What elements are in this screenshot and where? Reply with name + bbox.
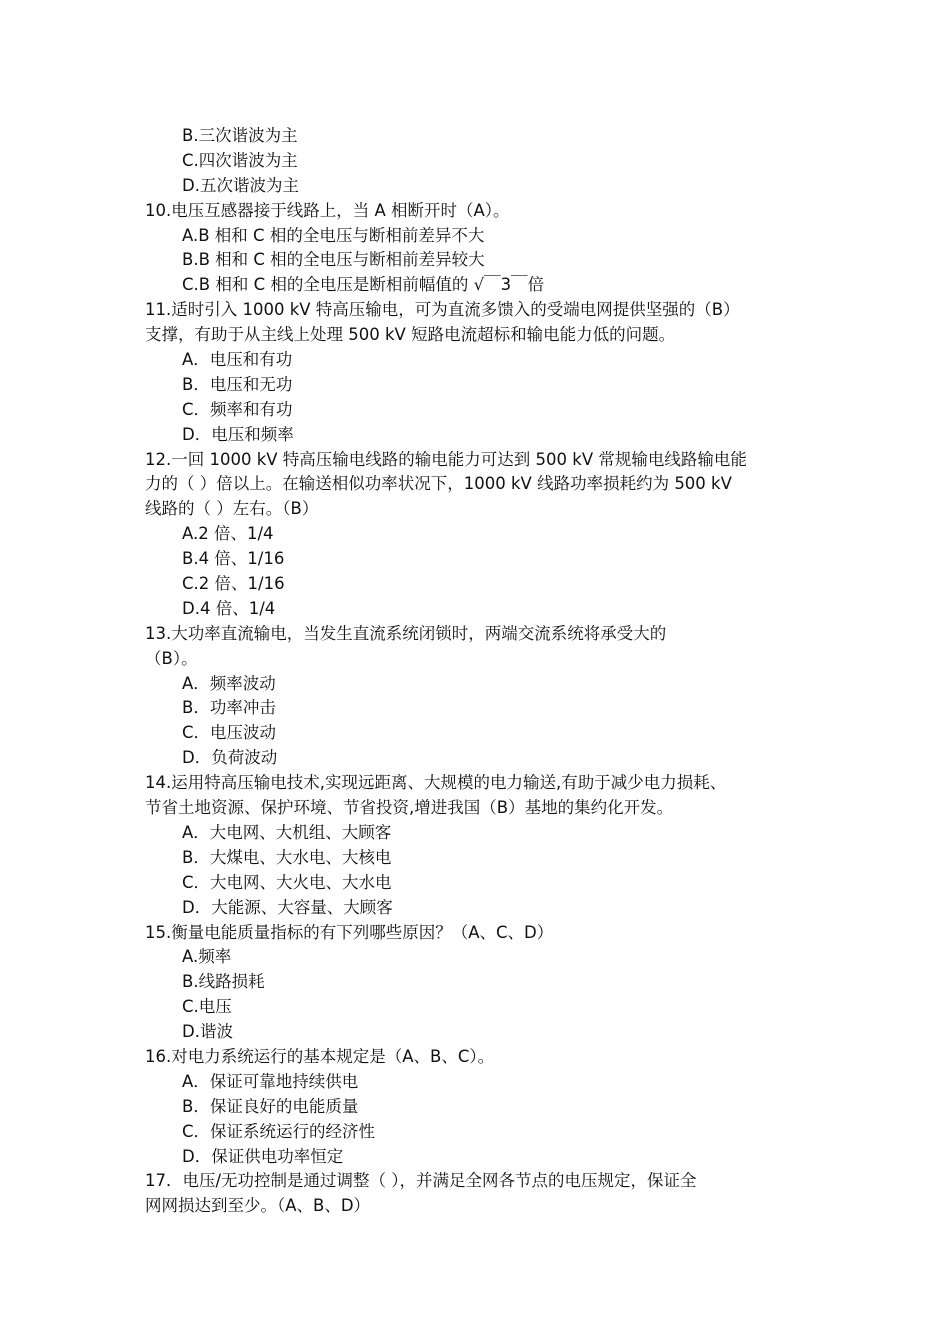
option-line: D．大能源、大容量、大顾客 [182, 897, 393, 917]
option-line: C.四次谐波为主 [182, 150, 298, 170]
question-line: 11.适时引入 1000 kV 特高压输电，可为直流多馈入的受端电网提供坚强的（B） [145, 300, 740, 320]
option-line: B.三次谐波为主 [182, 126, 298, 145]
document-body [145, 124, 825, 1219]
question-line: 17．电压/无功控制是通过调整（ ），并满足全网各节点的电压规定，保证全 [145, 1171, 697, 1191]
option-line: B．保证良好的电能质量 [182, 1096, 359, 1116]
question-line: 13.大功率直流输电，当发生直流系统闭锁时，两端交流系统将承受大的 [145, 623, 667, 643]
option-line: C.电压 [182, 997, 232, 1017]
option-line: D.五次谐波为主 [182, 175, 299, 195]
option-line: B.4 倍、1/16 [182, 549, 285, 569]
option-line: D．保证供电功率恒定 [182, 1146, 344, 1166]
option-line: B．电压和无功 [182, 374, 293, 394]
question-line: 10.电压互感器接于线路上，当 A 相断开时（A）。 [145, 200, 510, 220]
question-line: 16.对电力系统运行的基本规定是（A、B、C）。 [145, 1046, 495, 1066]
question-line: 支撑，有助于从主线上处理 500 kV 短路电流超标和输电能力低的问题。 [145, 325, 676, 345]
option-line: A．保证可靠地持续供电 [182, 1071, 359, 1091]
option-line: B.B 相和 C 相的全电压与断相前差异较大 [182, 250, 485, 270]
option-line: D.谐波 [182, 1022, 233, 1042]
option-line: C.B 相和 C 相的全电压是断相前幅值的 √￣3￣倍 [182, 275, 545, 295]
option-line: A.2 倍、1/4 [182, 524, 274, 544]
question-line: 力的（ ）倍以上。在输送相似功率状况下，1000 kV 线路功率损耗约为 500 kV [145, 474, 732, 494]
question-line: 14.运用特高压输电技术,实现远距离、大规模的电力输送,有助于减少电力损耗、 [145, 773, 727, 793]
option-line: A．电压和有功 [182, 350, 293, 370]
option-line: B．功率冲击 [182, 698, 276, 718]
option-line: C.2 倍、1/16 [182, 574, 285, 594]
option-line: A．大电网、大机组、大顾客 [182, 822, 392, 842]
option-line: B.线路损耗 [182, 972, 265, 992]
option-line: C．电压波动 [182, 723, 277, 743]
option-line: A.频率 [182, 947, 232, 967]
option-line: B．大煤电、大水电、大核电 [182, 847, 392, 867]
option-line: A．频率波动 [182, 673, 276, 693]
option-line: C．保证系统运行的经济性 [182, 1121, 376, 1141]
question-line: 12.一回 1000 kV 特高压输电线路的输电能力可达到 500 kV 常规输电线路输电能 [145, 449, 747, 469]
option-line: C．大电网、大火电、大水电 [182, 872, 392, 892]
option-line: A.B 相和 C 相的全电压与断相前差异不大 [182, 225, 485, 245]
option-line: D．电压和频率 [182, 424, 294, 444]
question-line: 线路的（ ）左右。（B） [145, 499, 319, 519]
option-line: C．频率和有功 [182, 399, 293, 419]
option-line: D．负荷波动 [182, 748, 278, 768]
option-line: D.4 倍、1/4 [182, 598, 276, 618]
question-line: 网网损达到至少。（A、B、D） [145, 1196, 371, 1216]
question-line: 节省土地资源、保护环境、节省投资,增进我国（B）基地的集约化开发。 [145, 798, 674, 818]
question-line: （B）。 [145, 648, 198, 668]
question-line: 15.衡量电能质量指标的有下列哪些原因？（A、C、D） [145, 922, 554, 942]
